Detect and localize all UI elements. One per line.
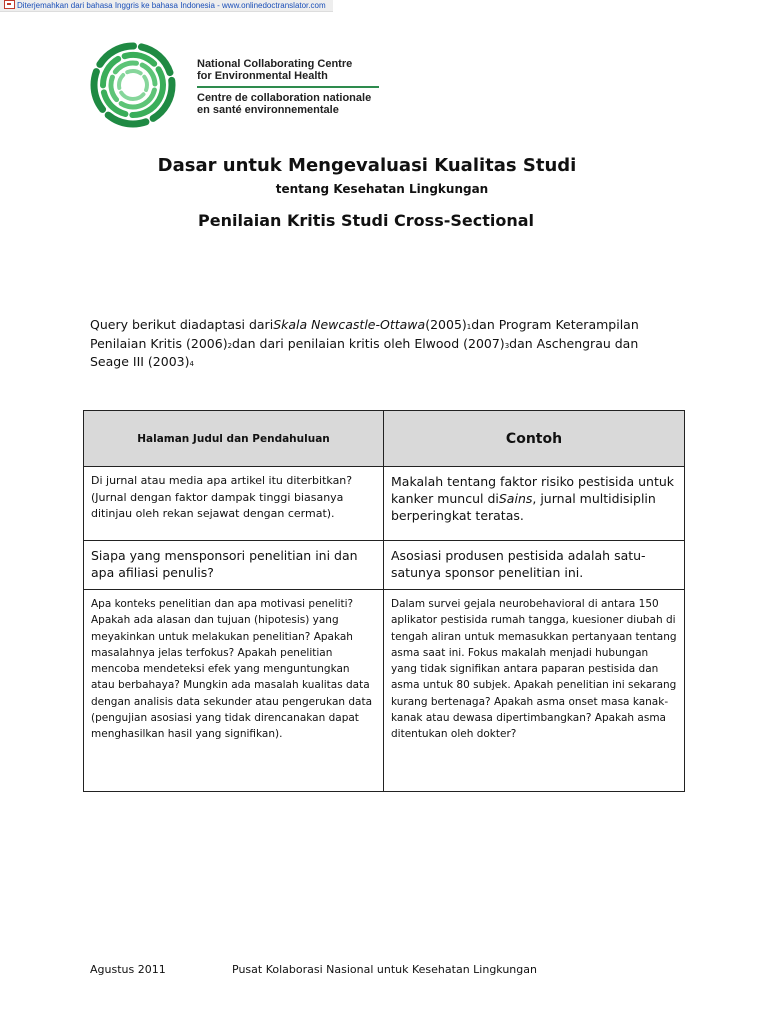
org-name-en-2: for Environmental Health bbox=[197, 70, 328, 82]
document-subtitle: tentang Kesehatan Lingkungan bbox=[275, 182, 489, 196]
org-divider bbox=[197, 86, 379, 88]
row1-example-a: Makalah tentang faktor risiko pestisida untuk kanker muncul di bbox=[391, 474, 675, 506]
org-name-fr-1: Centre de collaboration nationale bbox=[197, 92, 372, 104]
row2-example: Asosiasi produsen pestisida adalah satu-satunya sponsor penelitian ini. bbox=[391, 548, 646, 580]
row1-example bbox=[384, 467, 684, 540]
appraisal-table bbox=[83, 410, 685, 792]
row1-example-journal: Sains bbox=[498, 491, 533, 506]
banner-text[interactable]: Diterjemahkan dari bahasa Inggris ke bahasa Indonesia - www.onlinedoctranslator.com bbox=[17, 1, 326, 10]
footer-organization: Pusat Kolaborasi Nasional untuk Kesehatan Lingkungan bbox=[232, 963, 537, 976]
ref-1: 1 bbox=[466, 323, 472, 331]
footer-date: Agustus 2011 bbox=[90, 963, 166, 976]
intro-text-4: dan dari penilaian kritis oleh Elwood (2007) bbox=[232, 335, 505, 351]
row3-question: Apa konteks penelitian dan apa motivasi peneliti? Apakah ada alasan dan tujuan (hipotesis) yang meyakinkan untuk melakukan penelitian? Apakah masalahnya jelas terfokus? Apakah penelitian mencoba mendeteksi efek yang menguntungkan atau berbahaya? Mungkin ada masalah kualitas data dengan analisis data sekunder atau pengerukan data (pengujian asosiasi yang tidak direncanakan dapat menghasilkan hasil yang signifikan). bbox=[84, 590, 384, 791]
table-row bbox=[84, 541, 684, 590]
ref-3: 3 bbox=[504, 341, 510, 350]
header-left: Halaman Judul dan Pendahuluan bbox=[84, 411, 384, 466]
ncceh-logo-icon bbox=[90, 42, 176, 128]
row3-example: Dalam survei gejala neurobehavioral di antara 150 aplikator pestisida rumah tangga, kuesioner diubah di tengah aliran untuk memasukkan pertanyaan tentang asma saat ini. Fokus makalah menjadi hubungan yang tidak signifikan antara paparan pestisida dan asma untuk 80 subjek. Apakah penelitian ini sekarang kurang bertenaga? Apakah asma onset masa kanak-kanak atau dewasa dipertimbangkan? Apakah asma ditentukan oleh dokter? bbox=[391, 598, 677, 741]
table-row bbox=[84, 590, 684, 791]
ref-2: 2 bbox=[227, 341, 233, 350]
header-right: Contoh bbox=[505, 430, 563, 447]
row2-question: Siapa yang mensponsori penelitian ini dan apa afiliasi penulis? bbox=[84, 541, 384, 589]
intro-paragraph bbox=[90, 317, 650, 373]
intro-text-1: Query berikut diadaptasi dari bbox=[90, 317, 274, 332]
intro-text-5: dan Aschengrau dan Seage III (2003) bbox=[90, 335, 639, 369]
table-header-row bbox=[84, 411, 684, 467]
org-name-en-1: National Collaborating Centre bbox=[197, 58, 353, 70]
ref-4: 4 bbox=[189, 360, 194, 368]
document-title: Dasar untuk Mengevaluasi Kualitas Studi bbox=[157, 155, 577, 176]
document-icon bbox=[4, 0, 15, 9]
translator-banner[interactable] bbox=[0, 0, 333, 12]
section-title: Penilaian Kritis Studi Cross-Sectional bbox=[198, 211, 535, 230]
organization-name bbox=[197, 58, 379, 116]
row1-example-b: , jurnal multidisiplin berperingkat teratas. bbox=[391, 491, 656, 523]
row1-question: Di jurnal atau media apa artikel itu diterbitkan? (Jurnal dengan faktor dampak tinggi biasanya ditinjau oleh rekan sejawat dengan cermat). bbox=[84, 467, 384, 540]
table-row bbox=[84, 467, 684, 541]
intro-text-2: (2005) bbox=[425, 317, 467, 332]
intro-source: Skala Newcastle-Ottawa bbox=[273, 317, 426, 332]
intro-text-3: dan Program Keterampilan Penilaian Kritis (2006) bbox=[90, 317, 639, 351]
org-name-fr-2: en santé environnementale bbox=[197, 104, 339, 116]
